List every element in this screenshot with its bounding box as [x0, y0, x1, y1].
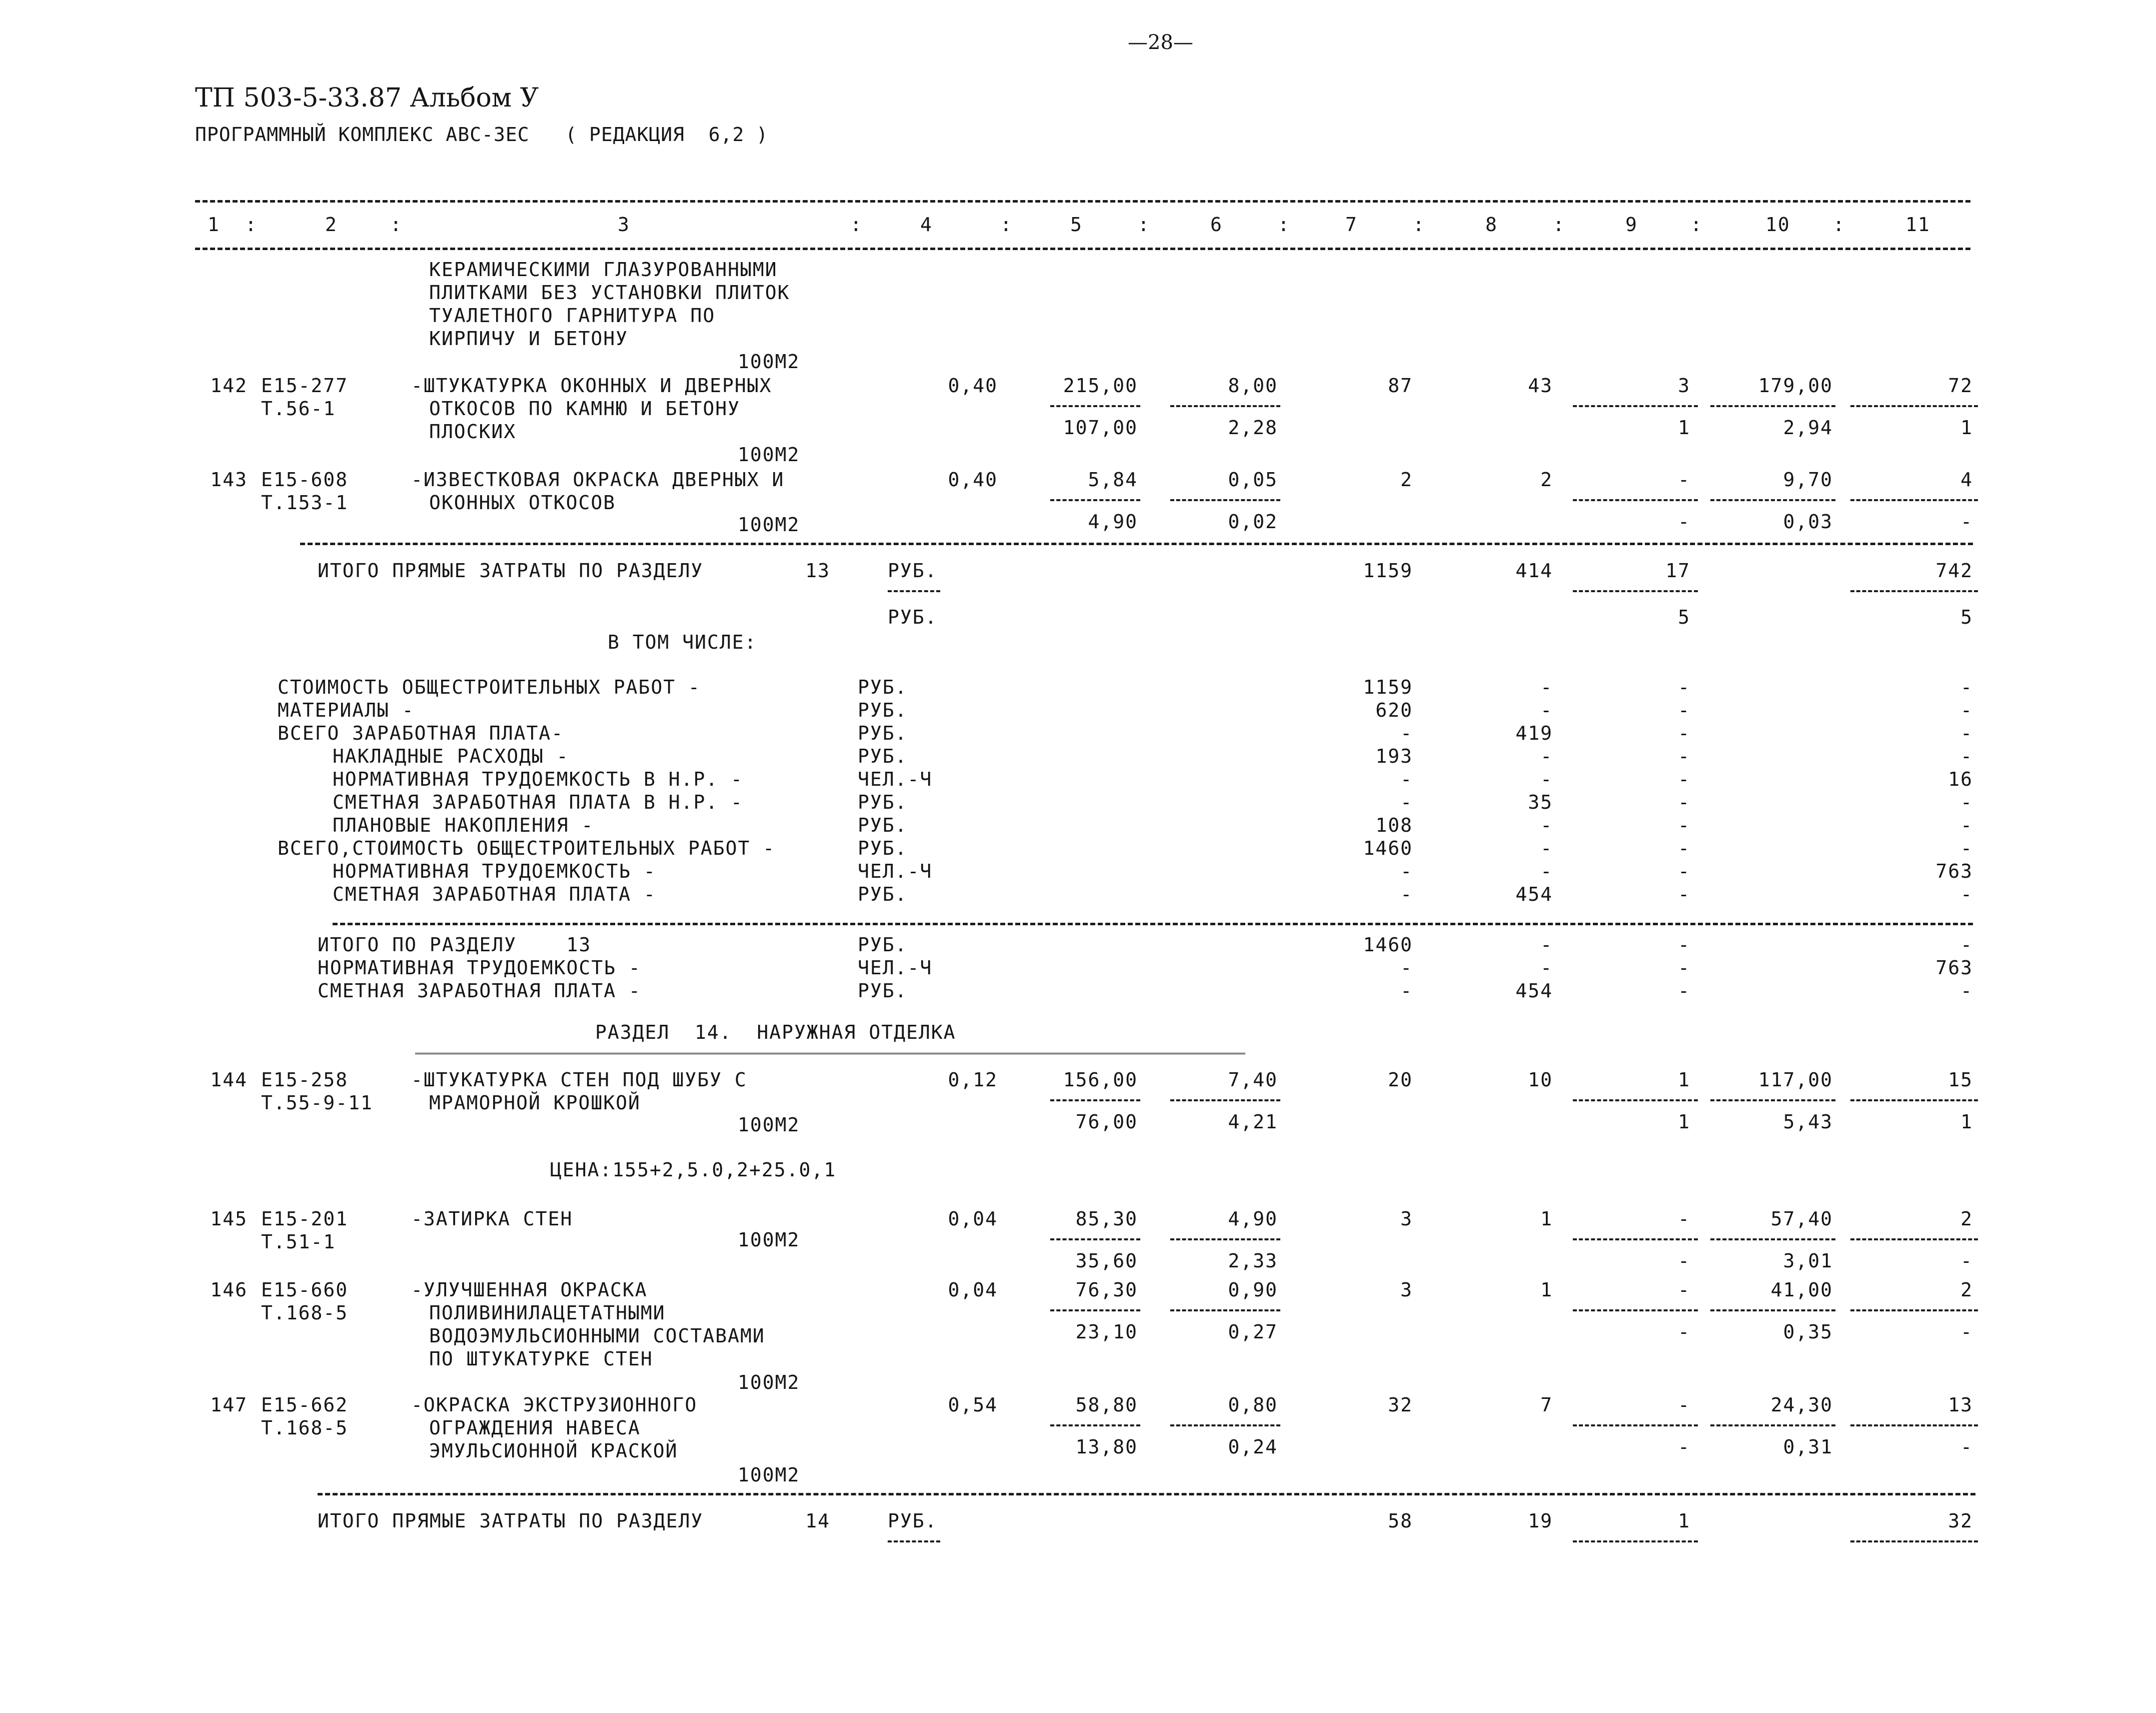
item-description: -ШТУКАТУРКА ОКОННЫХ И ДВЕРНЫХ: [411, 375, 772, 397]
column-separator: :: [1138, 214, 1150, 236]
item-c9: -: [1678, 469, 1690, 491]
section-total-c9: -: [1678, 957, 1690, 979]
item-c6b: 4,21: [1228, 1111, 1278, 1133]
breakdown-label: СТОИМОСТЬ ОБЩЕСТРОИТЕЛЬНЫХ РАБОТ -: [278, 676, 701, 698]
breakdown-c8: 454: [1515, 883, 1553, 905]
section-total-c8: -: [1540, 957, 1553, 979]
subtotal-rule: [1050, 405, 1140, 407]
section-total-unit: ЧЕЛ.-Ч: [858, 957, 933, 979]
item-c5b: 23,10: [1075, 1321, 1138, 1343]
column-header-10: 10: [1765, 214, 1790, 236]
breakdown-c11: -: [1960, 745, 1973, 767]
column-header-5: 5: [1070, 214, 1083, 236]
subtotal-rule: [1850, 405, 1978, 407]
item-c7: 3: [1400, 1279, 1413, 1301]
item-c9b: 1: [1678, 417, 1690, 439]
breakdown-c7: 193: [1375, 745, 1413, 767]
breakdown-c9: -: [1678, 814, 1690, 836]
total-c8: 414: [1515, 560, 1553, 582]
item-c5: 215,00: [1063, 375, 1138, 397]
item-description: ПО ШТУКАТУРКЕ СТЕН: [429, 1348, 653, 1370]
subtotal-rule: [1050, 1309, 1140, 1311]
breakdown-label: НОРМАТИВНАЯ ТРУДОЕМКОСТЬ В Н.Р. -: [333, 768, 743, 790]
item-c10: 24,30: [1770, 1394, 1833, 1416]
page-number: —28—: [1128, 31, 1193, 54]
breakdown-c11: 763: [1935, 860, 1973, 882]
breakdown-c7: 1159: [1363, 676, 1413, 698]
breakdown-unit: РУБ.: [858, 745, 908, 767]
breakdown-c8: 419: [1515, 722, 1553, 744]
item-c6b: 2,33: [1228, 1250, 1278, 1272]
item-c6: 4,90: [1228, 1208, 1278, 1230]
item-description: -ОКРАСКА ЭКСТРУЗИОННОГО: [411, 1394, 698, 1416]
column-header-4: 4: [920, 214, 933, 236]
breakdown-c11: -: [1960, 883, 1973, 905]
section-total-c7: -: [1400, 980, 1413, 1002]
item-code: Е15-277: [261, 375, 349, 397]
item-reference: Т.51-1: [261, 1231, 336, 1253]
column-header-1: 1: [208, 214, 220, 236]
section-total-c8: 454: [1515, 980, 1553, 1002]
item-c10b: 0,35: [1783, 1321, 1833, 1343]
item-code: Е15-662: [261, 1394, 349, 1416]
breakdown-label: НОРМАТИВНАЯ ТРУДОЕМКОСТЬ -: [333, 860, 656, 882]
breakdown-unit: ЧЕЛ.-Ч: [858, 860, 933, 882]
item-code: Е15-608: [261, 469, 349, 491]
subtotal-rule: [1170, 499, 1280, 501]
item-number: 147: [210, 1394, 248, 1416]
breakdown-c8: -: [1540, 837, 1553, 859]
item-c6b: 0,24: [1228, 1436, 1278, 1458]
subtotal-rule: [1850, 1424, 1978, 1426]
subtotal-rule: [1850, 1540, 1978, 1542]
breakdown-c11: -: [1960, 699, 1973, 721]
item-c8: 2: [1540, 469, 1553, 491]
program-info: ПРОГРАММНЫЙ КОМПЛЕКС АВС-ЗЕС ( РЕДАКЦИЯ 6,2 ): [195, 124, 769, 146]
carry-over-text: КЕРАМИЧЕСКИМИ ГЛАЗУРОВАННЫМИ: [429, 259, 778, 281]
breakdown-unit: РУБ.: [858, 837, 908, 859]
section-total-unit: РУБ.: [858, 980, 908, 1002]
item-description: ОКОННЫХ ОТКОСОВ: [429, 492, 616, 514]
item-c7: 3: [1400, 1208, 1413, 1230]
item-c5b: 76,00: [1075, 1111, 1138, 1133]
unit-rule: [888, 590, 940, 592]
total-c7: 58: [1388, 1510, 1413, 1532]
item-description: -ИЗВЕСТКОВАЯ ОКРАСКА ДВЕРНЫХ И: [411, 469, 785, 491]
item-c8: 7: [1540, 1394, 1553, 1416]
subtotal-rule: [1050, 499, 1140, 501]
item-quantity: 0,54: [948, 1394, 998, 1416]
breakdown-c9: -: [1678, 722, 1690, 744]
item-quantity: 0,40: [948, 375, 998, 397]
item-c8: 1: [1540, 1279, 1553, 1301]
item-description: ПЛОСКИХ: [429, 421, 517, 443]
unit-rule: [888, 1540, 940, 1542]
item-c9b: -: [1678, 511, 1690, 533]
item-c9: -: [1678, 1279, 1690, 1301]
item-description: ПОЛИВИНИЛАЦЕТАТНЫМИ: [429, 1302, 666, 1324]
breakdown-unit: РУБ.: [858, 699, 908, 721]
item-c8: 10: [1528, 1069, 1553, 1091]
subtotal-rule: [1170, 1424, 1280, 1426]
breakdown-c9: -: [1678, 791, 1690, 813]
section-total-label: ИТОГО ПО РАЗДЕЛУ 13: [318, 934, 592, 956]
price-note: ЦЕНА:155+2,5.0,2+25.0,1: [550, 1159, 837, 1181]
total-c11b: 5: [1960, 606, 1973, 628]
breakdown-c8: -: [1540, 676, 1553, 698]
item-c8: 43: [1528, 375, 1553, 397]
section-rule: [300, 543, 1973, 545]
total-c7: 1159: [1363, 560, 1413, 582]
breakdown-c9: -: [1678, 860, 1690, 882]
breakdown-c8: -: [1540, 860, 1553, 882]
section-rule: [333, 923, 1973, 925]
column-separator: :: [1000, 214, 1013, 236]
breakdown-c11: 16: [1948, 768, 1973, 790]
subtotal-rule: [1050, 1424, 1140, 1426]
subtotal-rule: [1710, 1309, 1835, 1311]
item-quantity: 0,04: [948, 1208, 998, 1230]
item-c5b: 107,00: [1063, 417, 1138, 439]
breakdown-c9: -: [1678, 768, 1690, 790]
breakdown-unit: РУБ.: [858, 883, 908, 905]
item-c10b: 3,01: [1783, 1250, 1833, 1272]
subtotal-rule: [1170, 1238, 1280, 1240]
subtotal-rule: [1850, 499, 1978, 501]
breakdown-c9: -: [1678, 883, 1690, 905]
column-header-11: 11: [1905, 214, 1930, 236]
breakdown-label: СМЕТНАЯ ЗАРАБОТНАЯ ПЛАТА В Н.Р. -: [333, 791, 743, 813]
section-total-c11: 763: [1935, 957, 1973, 979]
item-unit: 100М2: [738, 1371, 800, 1393]
item-c6: 0,05: [1228, 469, 1278, 491]
column-header-3: 3: [618, 214, 630, 236]
column-separator: :: [1833, 214, 1845, 236]
breakdown-label: СМЕТНАЯ ЗАРАБОТНАЯ ПЛАТА -: [333, 883, 656, 905]
item-number: 146: [210, 1279, 248, 1301]
section-rule: [318, 1493, 1975, 1495]
subtotal-rule: [1710, 1099, 1835, 1101]
item-reference: Т.55-9-11: [261, 1092, 373, 1114]
carry-over-text: ТУАЛЕТНОГО ГАРНИТУРА ПО: [429, 305, 716, 327]
including-label: В ТОМ ЧИСЛЕ:: [608, 631, 757, 653]
breakdown-c11: -: [1960, 676, 1973, 698]
subtotal-rule: [1170, 1099, 1280, 1101]
item-c10: 41,00: [1770, 1279, 1833, 1301]
section-14-title: РАЗДЕЛ 14. НАРУЖНАЯ ОТДЕЛКА: [595, 1021, 956, 1043]
subtotal-rule: [1573, 1309, 1698, 1311]
total-section: 14: [805, 1510, 830, 1532]
section-total-c11: -: [1960, 980, 1973, 1002]
total-label: ИТОГО ПРЯМЫЕ ЗАТРАТЫ ПО РАЗДЕЛУ: [318, 1510, 704, 1532]
total-c8: 19: [1528, 1510, 1553, 1532]
item-reference: Т.153-1: [261, 492, 349, 514]
breakdown-unit: РУБ.: [858, 791, 908, 813]
item-quantity: 0,40: [948, 469, 998, 491]
column-separator: :: [1413, 214, 1425, 236]
section-total-c9: -: [1678, 934, 1690, 956]
item-c5b: 13,80: [1075, 1436, 1138, 1458]
breakdown-c8: -: [1540, 814, 1553, 836]
header-bottom-rule: [195, 248, 1970, 250]
item-c5b: 35,60: [1075, 1250, 1138, 1272]
breakdown-c8: -: [1540, 699, 1553, 721]
item-number: 144: [210, 1069, 248, 1091]
item-c7: 2: [1400, 469, 1413, 491]
subtotal-rule: [1710, 499, 1835, 501]
total-unit: РУБ.: [888, 1510, 938, 1532]
breakdown-c7: -: [1400, 791, 1413, 813]
column-header-6: 6: [1210, 214, 1223, 236]
section-total-c8: -: [1540, 934, 1553, 956]
item-description: -ШТУКАТУРКА СТЕН ПОД ШУБУ С: [411, 1069, 747, 1091]
subtotal-rule: [1573, 405, 1698, 407]
breakdown-label: МАТЕРИАЛЫ -: [278, 699, 415, 721]
item-c9b: -: [1678, 1321, 1690, 1343]
breakdown-c7: -: [1400, 860, 1413, 882]
item-c5b: 4,90: [1088, 511, 1138, 533]
breakdown-c8: -: [1540, 768, 1553, 790]
item-c10: 9,70: [1783, 469, 1833, 491]
subtotal-rule: [1170, 405, 1280, 407]
subtotal-rule: [1573, 1540, 1698, 1542]
breakdown-unit: РУБ.: [858, 722, 908, 744]
breakdown-c9: -: [1678, 837, 1690, 859]
total-unit: РУБ.: [888, 560, 938, 582]
item-c11b: -: [1960, 1436, 1973, 1458]
item-c10b: 5,43: [1783, 1111, 1833, 1133]
section-total-c9: -: [1678, 980, 1690, 1002]
breakdown-label: НАКЛАДНЫЕ РАСХОДЫ -: [333, 745, 569, 767]
breakdown-c9: -: [1678, 699, 1690, 721]
item-c10b: 0,03: [1783, 511, 1833, 533]
item-c6b: 2,28: [1228, 417, 1278, 439]
carry-over-text: КИРПИЧУ И БЕТОНУ: [429, 328, 629, 350]
item-c9: 1: [1678, 1069, 1690, 1091]
table-top-rule: [195, 200, 1970, 203]
item-c6: 0,90: [1228, 1279, 1278, 1301]
subtotal-rule: [1050, 1238, 1140, 1240]
breakdown-c7: 620: [1375, 699, 1413, 721]
item-code: Е15-660: [261, 1279, 349, 1301]
item-c7: 32: [1388, 1394, 1413, 1416]
breakdown-c9: -: [1678, 745, 1690, 767]
item-code: Е15-201: [261, 1208, 349, 1230]
item-reference: Т.168-5: [261, 1302, 349, 1324]
item-description: ОГРАЖДЕНИЯ НАВЕСА: [429, 1417, 641, 1439]
section-total-label: СМЕТНАЯ ЗАРАБОТНАЯ ПЛАТА -: [318, 980, 641, 1002]
column-separator: :: [1553, 214, 1565, 236]
total-unit: РУБ.: [888, 606, 938, 628]
item-c10b: 2,94: [1783, 417, 1833, 439]
item-c11: 2: [1960, 1279, 1973, 1301]
item-c9: -: [1678, 1208, 1690, 1230]
item-c11: 72: [1948, 375, 1973, 397]
item-c10: 117,00: [1758, 1069, 1833, 1091]
item-c11: 15: [1948, 1069, 1973, 1091]
item-c10: 57,40: [1770, 1208, 1833, 1230]
total-c11: 32: [1948, 1510, 1973, 1532]
item-c6: 8,00: [1228, 375, 1278, 397]
item-description: ОТКОСОВ ПО КАМНЮ И БЕТОНУ: [429, 398, 740, 420]
breakdown-c11: -: [1960, 722, 1973, 744]
subtotal-rule: [1850, 1309, 1978, 1311]
column-separator: :: [1690, 214, 1703, 236]
total-c11: 742: [1935, 560, 1973, 582]
item-c11: 4: [1960, 469, 1973, 491]
item-c10b: 0,31: [1783, 1436, 1833, 1458]
item-number: 145: [210, 1208, 248, 1230]
item-reference: Т.168-5: [261, 1417, 349, 1439]
item-c10: 179,00: [1758, 375, 1833, 397]
column-header-2: 2: [325, 214, 338, 236]
item-unit: 100М2: [738, 1114, 800, 1136]
section-total-c11: -: [1960, 934, 1973, 956]
total-section: 13: [805, 560, 830, 582]
total-c9: 1: [1678, 1510, 1690, 1532]
carry-over-text: 100М2: [738, 351, 800, 373]
item-c9b: -: [1678, 1436, 1690, 1458]
subtotal-rule: [1710, 405, 1835, 407]
section-total-c7: -: [1400, 957, 1413, 979]
subtotal-rule: [1573, 1424, 1698, 1426]
breakdown-c11: -: [1960, 837, 1973, 859]
item-description: ЭМУЛЬСИОННОЙ КРАСКОЙ: [429, 1440, 678, 1462]
breakdown-unit: РУБ.: [858, 814, 908, 836]
item-c5: 76,30: [1075, 1279, 1138, 1301]
breakdown-c11: -: [1960, 814, 1973, 836]
section-total-label: НОРМАТИВНАЯ ТРУДОЕМКОСТЬ -: [318, 957, 641, 979]
item-c9b: 1: [1678, 1111, 1690, 1133]
item-c6: 0,80: [1228, 1394, 1278, 1416]
item-c11b: -: [1960, 1321, 1973, 1343]
subtotal-rule: [1850, 590, 1978, 592]
item-description: МРАМОРНОЙ КРОШКОЙ: [429, 1092, 641, 1114]
subtotal-rule: [1573, 1099, 1698, 1101]
subtotal-rule: [1050, 1099, 1140, 1101]
item-c7: 87: [1388, 375, 1413, 397]
section-title-rule: [415, 1053, 1245, 1054]
total-c9: 17: [1665, 560, 1690, 582]
item-c8: 1: [1540, 1208, 1553, 1230]
section-total-unit: РУБ.: [858, 934, 908, 956]
subtotal-rule: [1573, 1238, 1698, 1240]
item-c11b: -: [1960, 511, 1973, 533]
item-c9: 3: [1678, 375, 1690, 397]
item-c11b: 1: [1960, 1111, 1973, 1133]
item-unit: 100М2: [738, 1464, 800, 1486]
item-c9b: -: [1678, 1250, 1690, 1272]
item-description: -УЛУЧШЕННАЯ ОКРАСКА: [411, 1279, 648, 1301]
column-header-8: 8: [1485, 214, 1498, 236]
item-number: 143: [210, 469, 248, 491]
item-quantity: 0,04: [948, 1279, 998, 1301]
item-description: -ЗАТИРКА СТЕН: [411, 1208, 573, 1230]
column-header-7: 7: [1345, 214, 1358, 236]
breakdown-c7: 1460: [1363, 837, 1413, 859]
column-header-9: 9: [1625, 214, 1638, 236]
item-unit: 100М2: [738, 1229, 800, 1251]
subtotal-rule: [1710, 1238, 1835, 1240]
item-c5: 5,84: [1088, 469, 1138, 491]
item-unit: 100М2: [738, 444, 800, 466]
item-c11: 13: [1948, 1394, 1973, 1416]
column-separator: :: [390, 214, 403, 236]
item-c11: 2: [1960, 1208, 1973, 1230]
column-separator: :: [1278, 214, 1290, 236]
item-c11b: 1: [1960, 417, 1973, 439]
item-quantity: 0,12: [948, 1069, 998, 1091]
section-total-c7: 1460: [1363, 934, 1413, 956]
item-c6b: 0,02: [1228, 511, 1278, 533]
subtotal-rule: [1850, 1099, 1978, 1101]
item-c6b: 0,27: [1228, 1321, 1278, 1343]
total-c9b: 5: [1678, 606, 1690, 628]
breakdown-label: ВСЕГО,СТОИМОСТЬ ОБЩЕСТРОИТЕЛЬНЫХ РАБОТ -: [278, 837, 776, 859]
breakdown-unit: РУБ.: [858, 676, 908, 698]
item-unit: 100М2: [738, 514, 800, 536]
carry-over-text: ПЛИТКАМИ БЕЗ УСТАНОВКИ ПЛИТОК: [429, 282, 790, 304]
breakdown-c7: 108: [1375, 814, 1413, 836]
item-number: 142: [210, 375, 248, 397]
album-title: ТП 503-5-33.87 Альбом У: [195, 83, 539, 113]
column-separator: :: [850, 214, 863, 236]
subtotal-rule: [1170, 1309, 1280, 1311]
breakdown-c9: -: [1678, 676, 1690, 698]
subtotal-rule: [1710, 1424, 1835, 1426]
breakdown-c7: -: [1400, 883, 1413, 905]
breakdown-c11: -: [1960, 791, 1973, 813]
item-reference: Т.56-1: [261, 398, 336, 420]
breakdown-unit: ЧЕЛ.-Ч: [858, 768, 933, 790]
item-description: ВОДОЭМУЛЬСИОННЫМИ СОСТАВАМИ: [429, 1325, 765, 1347]
item-c9: -: [1678, 1394, 1690, 1416]
subtotal-rule: [1573, 499, 1698, 501]
item-c7: 20: [1388, 1069, 1413, 1091]
item-c5: 156,00: [1063, 1069, 1138, 1091]
total-label: ИТОГО ПРЯМЫЕ ЗАТРАТЫ ПО РАЗДЕЛУ: [318, 560, 704, 582]
subtotal-rule: [1850, 1238, 1978, 1240]
item-c6: 7,40: [1228, 1069, 1278, 1091]
column-separator: :: [245, 214, 258, 236]
breakdown-label: ПЛАНОВЫЕ НАКОПЛЕНИЯ -: [333, 814, 594, 836]
item-code: Е15-258: [261, 1069, 349, 1091]
subtotal-rule: [1573, 590, 1698, 592]
breakdown-c7: -: [1400, 768, 1413, 790]
breakdown-label: ВСЕГО ЗАРАБОТНАЯ ПЛАТА-: [278, 722, 564, 744]
breakdown-c7: -: [1400, 722, 1413, 744]
breakdown-c8: 35: [1528, 791, 1553, 813]
breakdown-c8: -: [1540, 745, 1553, 767]
item-c11b: -: [1960, 1250, 1973, 1272]
item-c5: 58,80: [1075, 1394, 1138, 1416]
item-c5: 85,30: [1075, 1208, 1138, 1230]
